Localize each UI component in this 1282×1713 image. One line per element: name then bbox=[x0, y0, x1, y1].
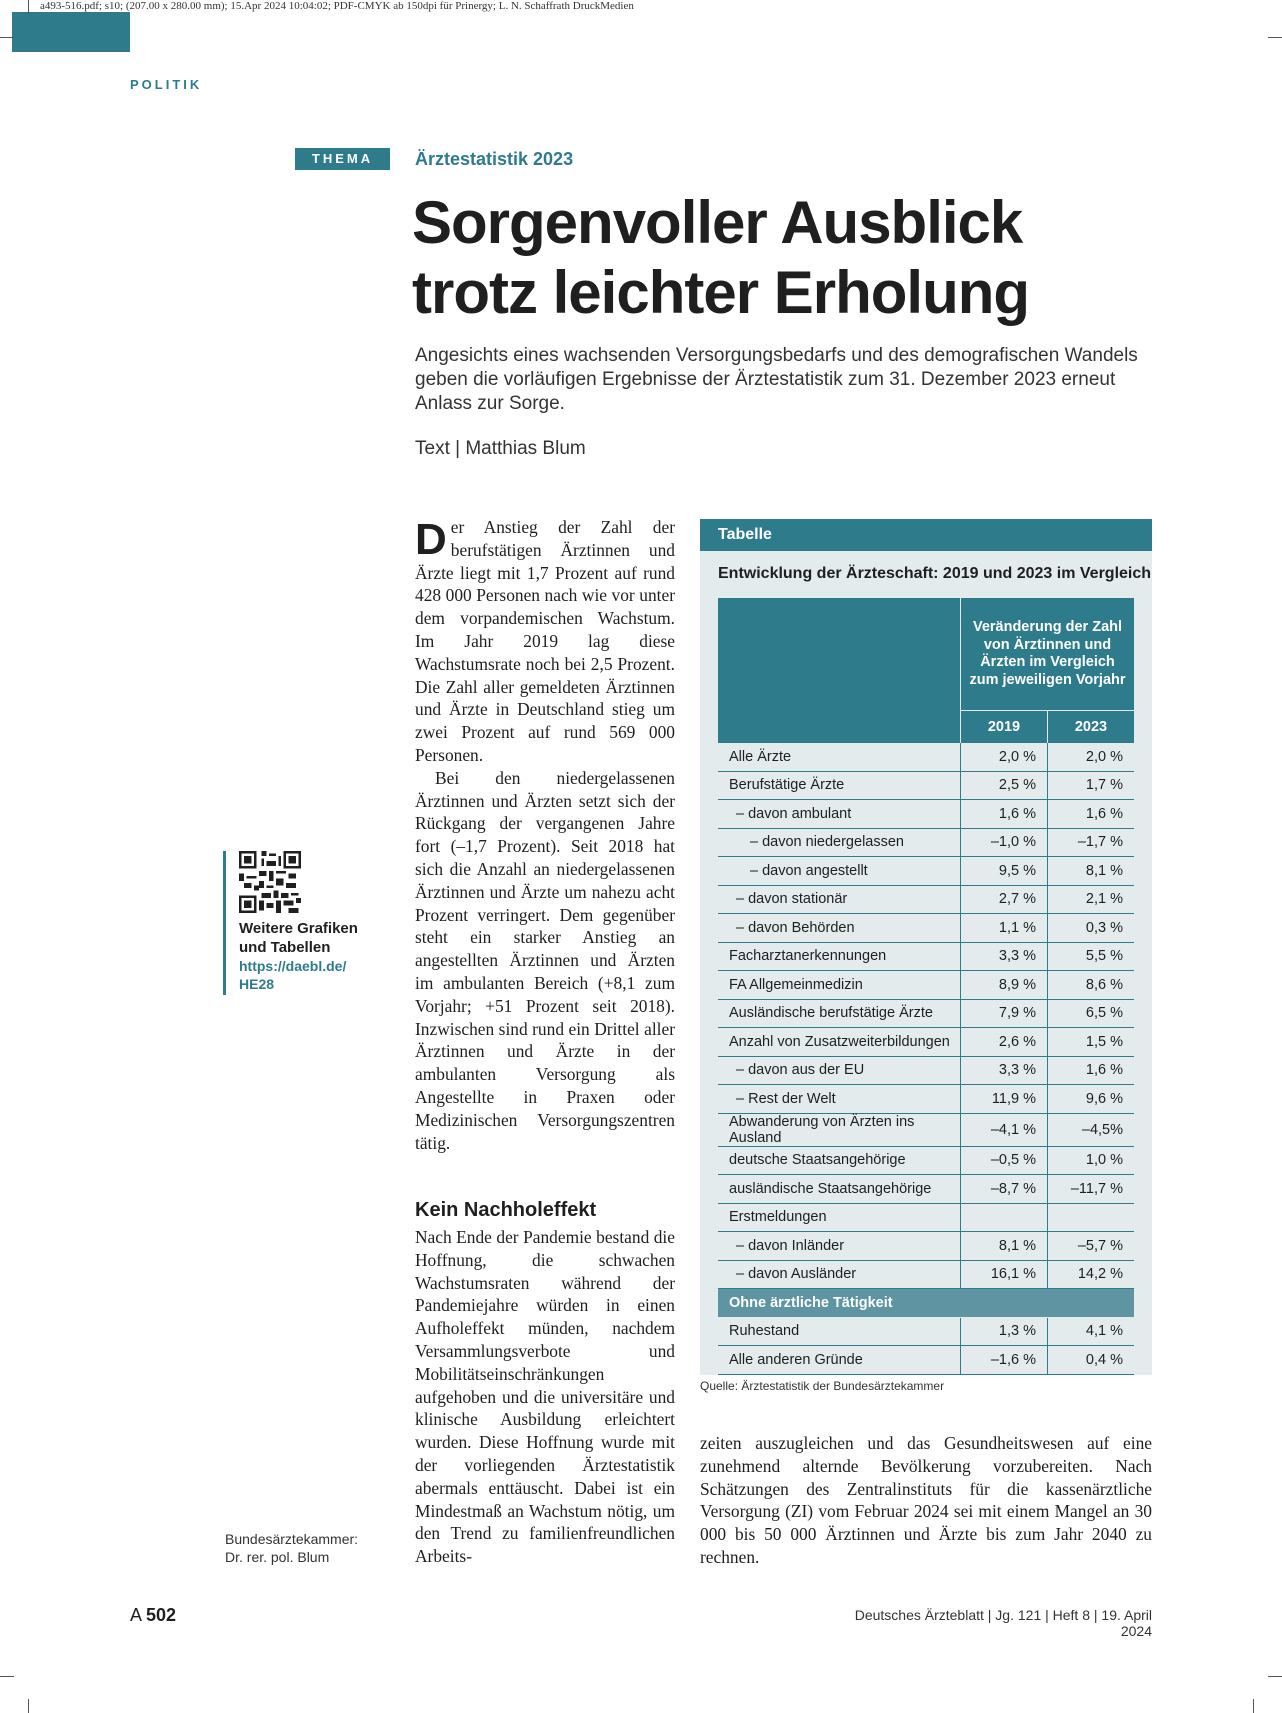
table-row bbox=[718, 1260, 1134, 1289]
sidebar-title-line-2: und Tabellen bbox=[239, 939, 331, 956]
data-table-box bbox=[700, 519, 1152, 1375]
table-cell-2019: 2,6 % bbox=[961, 1028, 1048, 1057]
table-row bbox=[718, 800, 1134, 829]
crop-mark bbox=[28, 0, 29, 14]
table-row bbox=[718, 1203, 1134, 1232]
table-cell-2019: –1,6 % bbox=[961, 1346, 1048, 1375]
table-cell-2019: 8,1 % bbox=[961, 1232, 1048, 1261]
table-cell-2023: 8,1 % bbox=[1048, 857, 1135, 886]
sidebar-link-line-2[interactable]: HE28 bbox=[239, 976, 275, 992]
table-row-label: – Rest der Welt bbox=[718, 1085, 961, 1114]
table-cell-2023: 4,1 % bbox=[1048, 1317, 1135, 1346]
table-section-label: Ohne ärztliche Tätigkeit bbox=[718, 1289, 1134, 1318]
table-row-label: Berufstätige Ärzte bbox=[718, 771, 961, 800]
sidebar-title-line-1: Weitere Grafiken bbox=[239, 920, 358, 937]
thema-badge: THEMA bbox=[295, 148, 390, 170]
table-cell-2023: 1,6 % bbox=[1048, 1056, 1135, 1085]
table-row-label: – davon Behörden bbox=[718, 914, 961, 943]
table-header-2019: 2019 bbox=[961, 711, 1048, 744]
body-column-1 bbox=[415, 516, 675, 1154]
table-row-label: Anzahl von Zusatzweiterbildungen bbox=[718, 1028, 961, 1057]
table-title: Entwicklung der Ärzteschaft: 2019 und 2023 im Vergleich bbox=[718, 565, 1152, 582]
table-cell-2023: 8,6 % bbox=[1048, 971, 1135, 1000]
table-row bbox=[718, 1289, 1134, 1318]
table-cell-2023: 0,3 % bbox=[1048, 914, 1135, 943]
table-cell-2019: 2,0 % bbox=[961, 743, 1048, 771]
qr-sidebar bbox=[223, 851, 384, 995]
table-row-label: – davon niedergelassen bbox=[718, 828, 961, 857]
table-cell-2023 bbox=[1048, 1203, 1135, 1232]
headline-line-1: Sorgenvoller Ausblick bbox=[412, 189, 1023, 256]
table-row bbox=[718, 1085, 1134, 1114]
author-byline: Text | Matthias Blum bbox=[415, 438, 586, 459]
table-row-label: ausländische Staatsangehörige bbox=[718, 1175, 961, 1204]
table-row-label: Facharztanerkennungen bbox=[718, 942, 961, 971]
table-row-label: – davon aus der EU bbox=[718, 1056, 961, 1085]
credit-line-1: Bundesärztekammer: bbox=[225, 1531, 359, 1547]
table-cell-2023: 2,0 % bbox=[1048, 743, 1135, 771]
table-row-label: – davon Inländer bbox=[718, 1232, 961, 1261]
journal-line: Deutsches Ärzteblatt | Jg. 121 | Heft 8 | 19. April 2024 bbox=[854, 1607, 1152, 1639]
table-header-2023: 2023 bbox=[1048, 711, 1135, 744]
print-info-line: a493-516.pdf; s10; (207.00 x 280.00 mm); 15.Apr 2024 10:04:02; PDF-CMYK ab 150dpi für Prinergy; L. N. Schaffrath DruckMedien bbox=[40, 0, 634, 12]
table-row bbox=[718, 971, 1134, 1000]
crop-mark bbox=[1253, 1699, 1254, 1713]
table-cell-2019: 1,6 % bbox=[961, 800, 1048, 829]
table-cell-2023: 1,0 % bbox=[1048, 1146, 1135, 1175]
table-cell-2023: 5,5 % bbox=[1048, 942, 1135, 971]
table-cell-2019: 16,1 % bbox=[961, 1260, 1048, 1289]
section-label: POLITIK bbox=[130, 77, 203, 92]
table-cell-2023: 14,2 % bbox=[1048, 1260, 1135, 1289]
table-cell-2019: 1,3 % bbox=[961, 1317, 1048, 1346]
table-cell-2023: 2,1 % bbox=[1048, 885, 1135, 914]
table-cell-2019: 9,5 % bbox=[961, 857, 1048, 886]
table-cell-2023: 1,6 % bbox=[1048, 800, 1135, 829]
table-row-label: – davon stationär bbox=[718, 885, 961, 914]
table-row-label: – davon ambulant bbox=[718, 800, 961, 829]
page-number-value: 502 bbox=[146, 1605, 177, 1625]
table-row bbox=[718, 1175, 1134, 1204]
table-cell-2019: 1,1 % bbox=[961, 914, 1048, 943]
table-row bbox=[718, 1028, 1134, 1057]
crop-mark bbox=[28, 1699, 29, 1713]
corner-color-block bbox=[12, 12, 130, 52]
table-row bbox=[718, 1232, 1134, 1261]
table-cell-2023: 6,5 % bbox=[1048, 999, 1135, 1028]
table-row-label: Alle anderen Gründe bbox=[718, 1346, 961, 1375]
body-paragraph-4: zeiten auszugleichen und das Gesundheitswesen auf eine zunehmend alternde Bevölkerung vorzubereiten. Nach Schätzungen des Zentralinstituts für die kassenärztliche Versorgung (ZI) vom Februar 2024 sei mit einem Mangel an 30 000 bis 50 000 Ärztinnen und Ärzte bis zum Jahr 2040 zu rechnen. bbox=[700, 1433, 1152, 1567]
table-row bbox=[718, 942, 1134, 971]
table-cell-2023: –11,7 % bbox=[1048, 1175, 1135, 1204]
sidebar-title bbox=[239, 919, 384, 957]
body-paragraph-1: er Anstieg der Zahl der berufstätigen Ärztinnen und Ärzte liegt mit 1,7 Prozent auf rund 428 000 Personen nach wie vor unter dem vorpandemischen Wachstum. Im Jahr 2019 lag diese Wachstumsrate noch bei 2,5 Prozent. Die Zahl aller gemeldeten Ärztinnen und Ärzte in Deutschland stieg um zwei Prozent auf rund 569 000 Personen. bbox=[415, 517, 675, 765]
table-cell-2023: –4,5% bbox=[1048, 1113, 1135, 1146]
dropcap: D bbox=[415, 515, 447, 564]
table-row-label: – davon Ausländer bbox=[718, 1260, 961, 1289]
table-cell-2023: 1,5 % bbox=[1048, 1028, 1135, 1057]
table-cell-2023: 9,6 % bbox=[1048, 1085, 1135, 1114]
table-cell-2023: 0,4 % bbox=[1048, 1346, 1135, 1375]
table-label: Tabelle bbox=[700, 519, 1152, 551]
sidebar-link[interactable] bbox=[239, 957, 384, 993]
table-cell-2019: 2,7 % bbox=[961, 885, 1048, 914]
table-cell-2019: 7,9 % bbox=[961, 999, 1048, 1028]
crop-mark bbox=[1268, 1676, 1282, 1677]
sidebar-link-line-1[interactable]: https://daebl.de/ bbox=[239, 958, 347, 974]
subheading: Kein Nachholeffekt bbox=[415, 1199, 597, 1221]
table-cell-2023: –1,7 % bbox=[1048, 828, 1135, 857]
table-row-label: Erstmeldungen bbox=[718, 1203, 961, 1232]
page-number-prefix: A bbox=[130, 1605, 142, 1625]
table-source: Quelle: Ärztestatistik der Bundesärztekammer bbox=[700, 1379, 945, 1393]
data-table bbox=[718, 598, 1134, 1375]
table-row-label: deutsche Staatsangehörige bbox=[718, 1146, 961, 1175]
table-column-header: Veränderung der Zahl von Ärztinnen und Ärzten im Vergleich zum jeweiligen Vorjahr bbox=[961, 598, 1135, 711]
table-cell-2023: 1,7 % bbox=[1048, 771, 1135, 800]
table-row-label: Ausländische berufstätige Ärzte bbox=[718, 999, 961, 1028]
table-row-label: Alle Ärzte bbox=[718, 743, 961, 771]
table-row bbox=[718, 771, 1134, 800]
table-cell-2019: 3,3 % bbox=[961, 1056, 1048, 1085]
table-cell-2019: –8,7 % bbox=[961, 1175, 1048, 1204]
crop-mark bbox=[0, 37, 14, 38]
page-number bbox=[130, 1605, 176, 1626]
table-cell-2019: 2,5 % bbox=[961, 771, 1048, 800]
table-cell-2019: 3,3 % bbox=[961, 942, 1048, 971]
lead-paragraph: Angesichts eines wachsenden Versorgungsbedarfs und des demografischen Wandels geben die vorläufigen Ergebnisse der Ärztestatistik zum 31. Dezember 2023 erneut Anlass zur Sorge. bbox=[415, 345, 1138, 414]
table-cell-2019: –4,1 % bbox=[961, 1113, 1048, 1146]
table-cell-2023: –5,7 % bbox=[1048, 1232, 1135, 1261]
body-paragraph-3: Nach Ende der Pandemie bestand die Hoffnung, die schwachen Wachstumsraten während der Pandemiejahre würden in einen Aufholeffekt münden, nachdem Versammlungsverbote und Mobilitätseinschränkungen aufgehoben und die universitäre und klinische Ausbildung erleichtert wurden. Diese Hoffnung wurde mit der vorliegenden Ärztestatistik abermals enttäuscht. Dabei ist ein Mindestmaß an Wachstum nötig, um den Trend zu familienfreundlichen Arbeits- bbox=[415, 1227, 675, 1567]
crop-mark bbox=[0, 1676, 14, 1677]
table-cell-2019: –1,0 % bbox=[961, 828, 1048, 857]
table-row bbox=[718, 1056, 1134, 1085]
author-credit bbox=[225, 1530, 358, 1566]
kicker: Ärztestatistik 2023 bbox=[415, 149, 574, 169]
headline-line-2: trotz leichter Erholung bbox=[412, 259, 1030, 326]
table-row bbox=[718, 857, 1134, 886]
table-row bbox=[718, 828, 1134, 857]
table-cell-2019: –0,5 % bbox=[961, 1146, 1048, 1175]
table-row bbox=[718, 1113, 1134, 1146]
table-row bbox=[718, 1317, 1134, 1346]
table-row bbox=[718, 743, 1134, 771]
crop-mark bbox=[1268, 37, 1282, 38]
qr-code-icon[interactable] bbox=[239, 851, 301, 913]
table-cell-2019: 8,9 % bbox=[961, 971, 1048, 1000]
table-row-label: Abwanderung von Ärzten ins Ausland bbox=[718, 1113, 961, 1146]
table-row bbox=[718, 885, 1134, 914]
table-row bbox=[718, 1346, 1134, 1375]
table-cell-2019 bbox=[961, 1203, 1048, 1232]
credit-line-2: Dr. rer. pol. Blum bbox=[225, 1549, 330, 1565]
table-row-label: Ruhestand bbox=[718, 1317, 961, 1346]
table-row bbox=[718, 914, 1134, 943]
table-row bbox=[718, 999, 1134, 1028]
headline bbox=[412, 188, 1172, 328]
table-header-blank bbox=[718, 598, 961, 743]
table-cell-2019: 11,9 % bbox=[961, 1085, 1048, 1114]
table-row-label: – davon angestellt bbox=[718, 857, 961, 886]
body-paragraph-2: Bei den niedergelassenen Ärztinnen und Ärzten setzt sich der Rückgang der vergangenen Jahre fort (–1,7 Prozent). Seit 2018 hat sich die Anzahl an niedergelassenen Ärztinnen und Ärzte um nahezu acht Prozent verringert. Dem gegenüber steht ein starker Anstieg an angestellten Ärztinnen und Ärzten im ambulanten Bereich (+8,1 zum Vorjahr; +51 Prozent seit 2018). Inzwischen sind rund ein Drittel aller Ärztinnen und Ärzte in der ambulanten Versorgung als Angestellte in Praxen oder Medizinischen Versorgungszentren tätig. bbox=[415, 767, 675, 1153]
table-row-label: FA Allgemeinmedizin bbox=[718, 971, 961, 1000]
table-row bbox=[718, 1146, 1134, 1175]
